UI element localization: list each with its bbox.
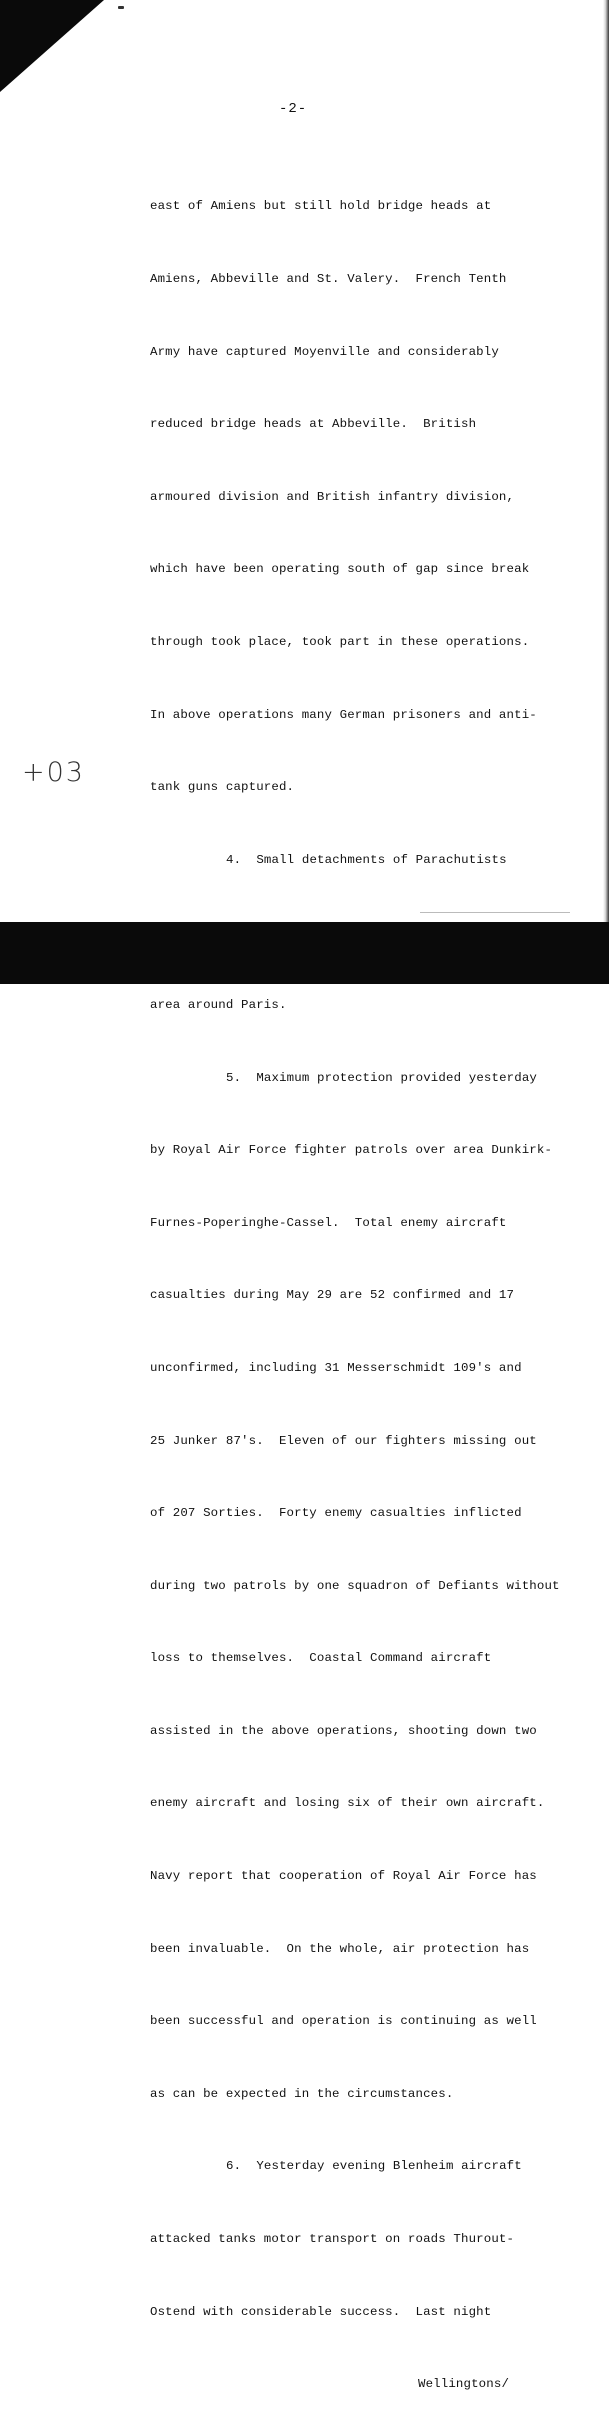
scan-bottom-shadow bbox=[0, 922, 609, 984]
text-line: as can be expected in the circumstances. bbox=[150, 2086, 454, 2101]
scan-right-edge bbox=[603, 0, 609, 922]
text-line: during two patrols by one squadron of Defiants without bbox=[150, 1578, 560, 1593]
text-line: enemy aircraft and losing six of their own aircraft. bbox=[150, 1796, 545, 1811]
text-line: of 207 Sorties. Forty enemy casualties inflicted bbox=[150, 1506, 522, 1521]
text-line: Amiens, Abbeville and St. Valery. French Tenth bbox=[150, 272, 507, 286]
scan-speck bbox=[118, 6, 124, 9]
text-line: 25 Junker 87's. Eleven of our fighters missing out bbox=[150, 1433, 537, 1448]
text-line: reduced bridge heads at Abbeville. British bbox=[150, 417, 477, 432]
text-line: Ostend with considerable success. Last night bbox=[150, 2304, 492, 2319]
text-line: Furnes-Poperinghe-Cassel. Total enemy aircraft bbox=[150, 1215, 507, 1230]
text-line: through took place, took part in these operations. bbox=[150, 634, 530, 649]
text-line: Navy report that cooperation of Royal Air Force has bbox=[150, 1869, 537, 1884]
scan-corner-shadow bbox=[0, 0, 104, 92]
paragraph-6-start: 6. Yesterday evening Blenheim aircraft bbox=[226, 2159, 522, 2174]
text-line: east of Amiens but still hold bridge heads at bbox=[150, 199, 492, 214]
text-line: which have been operating south of gap since break bbox=[150, 562, 530, 577]
handwritten-margin-note: +03 bbox=[22, 757, 85, 788]
text-line: assisted in the above operations, shooting down two bbox=[150, 1723, 537, 1738]
text-line: area around Paris. bbox=[150, 997, 287, 1012]
text-line: attacked tanks motor transport on roads Thurout- bbox=[150, 2232, 515, 2247]
text-line: Army have captured Moyenville and considerably bbox=[150, 344, 499, 359]
text-line: In above operations many German prisoners and anti- bbox=[150, 707, 537, 722]
text-line: armoured division and British infantry division, bbox=[150, 489, 515, 504]
catchword: Wellingtons/ bbox=[418, 2377, 510, 2392]
document-body bbox=[150, 146, 560, 2421]
text-line: been invaluable. On the whole, air protection has bbox=[150, 1941, 530, 1956]
text-line: casualties during May 29 are 52 confirmed and 17 bbox=[150, 1288, 515, 1303]
text-line: tank guns captured. bbox=[150, 780, 295, 795]
page-number: -2- bbox=[279, 101, 308, 117]
text-line: loss to themselves. Coastal Command aircraft bbox=[150, 1651, 492, 1666]
text-line: been successful and operation is continuing as well bbox=[150, 2014, 537, 2029]
paragraph-5-start: 5. Maximum protection provided yesterday bbox=[226, 1070, 538, 1085]
text-line: unconfirmed, including 31 Messerschmidt 109's and bbox=[150, 1360, 522, 1375]
paragraph-4-start: 4. Small detachments of Parachutists bbox=[226, 852, 507, 867]
text-line: by Royal Air Force fighter patrols over area Dunkirk- bbox=[150, 1143, 553, 1158]
